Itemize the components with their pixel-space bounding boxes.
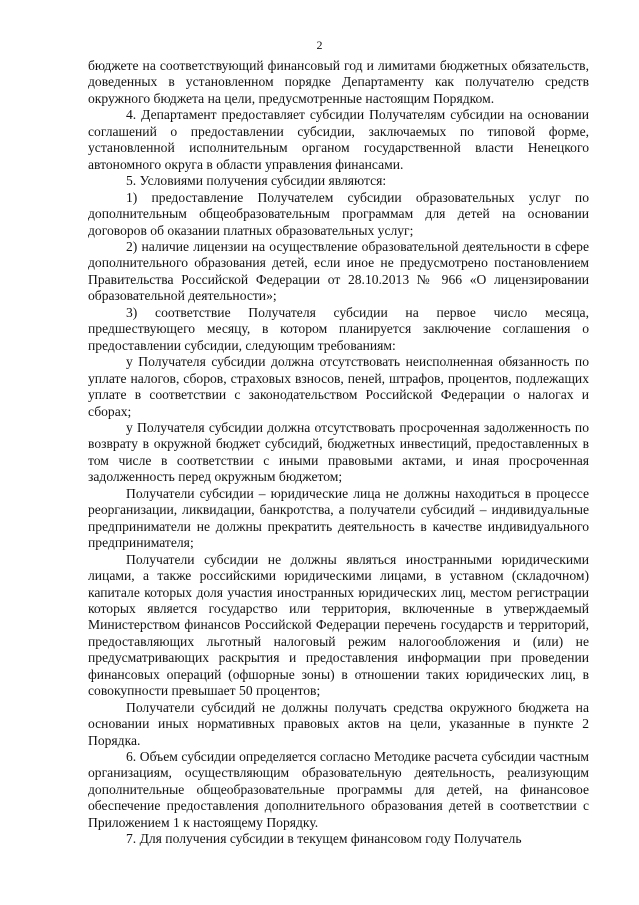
page-number: 2 — [316, 38, 323, 52]
paragraph-condition-2: 2) наличие лицензии на осуществление образовательной деятельности в сфере дополнительного образования детей, если иное не предусмотрено постановлением Правительства Российской Федерации от 28.10.2013 № 966 «О лицензировании образовательной деятельности»; — [88, 238, 589, 304]
paragraph-budget-continuation: бюджете на соответствующий финансовый год и лимитами бюджетных обязательств, доведенных в установленном порядке Департаменту как получателю средств окружного бюджета на цели, предусмотренные настоящим Порядком. — [88, 58, 589, 106]
paragraph-condition-3: 3) соответствие Получателя субсидии на первое число месяца, предшествующего месяцу, в котором планируется заключение соглашения о предоставлении субсидии, следующим требованиям: — [88, 304, 589, 353]
paragraph-item-5: 5. Условиями получения субсидии являются: — [126, 173, 387, 189]
paragraph-requirement-foreign: Получатели субсидии не должны являться иностранными юридическими лицами, а также российскими юридическими лицами, в уставном (складочном) капитале которых доля участия иностранных юридических лиц, местом регистрации которых является государство или территория, включенные в утверждаемый Министерством финансов Российской Федерации перечень государств и территорий, предоставляющих льготный налоговый режим налогообложения и (или) не предусматривающих раскрытия и предоставления информации при проведении финансовых операций (офшорные зоны) в отношении таких юридических лиц, в совокупности превышает 50 процентов; — [88, 551, 589, 699]
paragraph-condition-1: 1) предоставление Получателем субсидии образовательных услуг по дополнительным общеобразовательным программам для детей на основании договоров об оказании платных образовательных услуг; — [88, 189, 589, 238]
paragraph-item-7: 7. Для получения субсидии в текущем финансовом году Получатель — [126, 831, 522, 847]
paragraph-requirement-debt: у Получателя субсидии должна отсутствовать просроченная задолженность по возврату в окружной бюджет субсидий, бюджетных инвестиций, предоставленных в том числе в соответствии с иными правовыми актами, и иная просроченная задолженность перед окружным бюджетом; — [88, 419, 589, 485]
paragraph-item-4: 4. Департамент предоставляет субсидии Получателям субсидии на основании соглашений о предоставлении субсидии, заключаемых по типовой форме, установленной исполнительным органом государственной власти Ненецкого автономного округа в области управления финансами. — [88, 107, 589, 172]
paragraph-requirement-other-funds: Получатели субсидий не должны получать средства окружного бюджета на основании иных нормативных правовых актов на цели, указанные в пункте 2 Порядка. — [88, 699, 589, 748]
paragraph-item-6: 6. Объем субсидии определяется согласно Методике расчета субсидии частным организациям, осуществляющим образовательную деятельность, реализующим дополнительные общеобразовательные программы для детей, на финансовое обеспечение предоставления дополнительного образования детей в соответствии с Приложением 1 к настоящему Порядку. — [88, 749, 589, 830]
document-body — [88, 58, 589, 848]
paragraph-requirement-reorganization: Получатели субсидии – юридические лица не должны находиться в процессе реорганизации, ликвидации, банкротства, а получатели субсидий – индивидуальные предприниматели не должны прекратить деятельность в качестве индивидуального предпринимателя; — [88, 485, 589, 551]
paragraph-requirement-taxes: у Получателя субсидии должна отсутствовать неисполненная обязанность по уплате налогов, сборов, страховых взносов, пеней, штрафов, процентов, подлежащих уплате в соответствии с законодательством Российской Федерации о налогах и сборах; — [88, 354, 589, 419]
